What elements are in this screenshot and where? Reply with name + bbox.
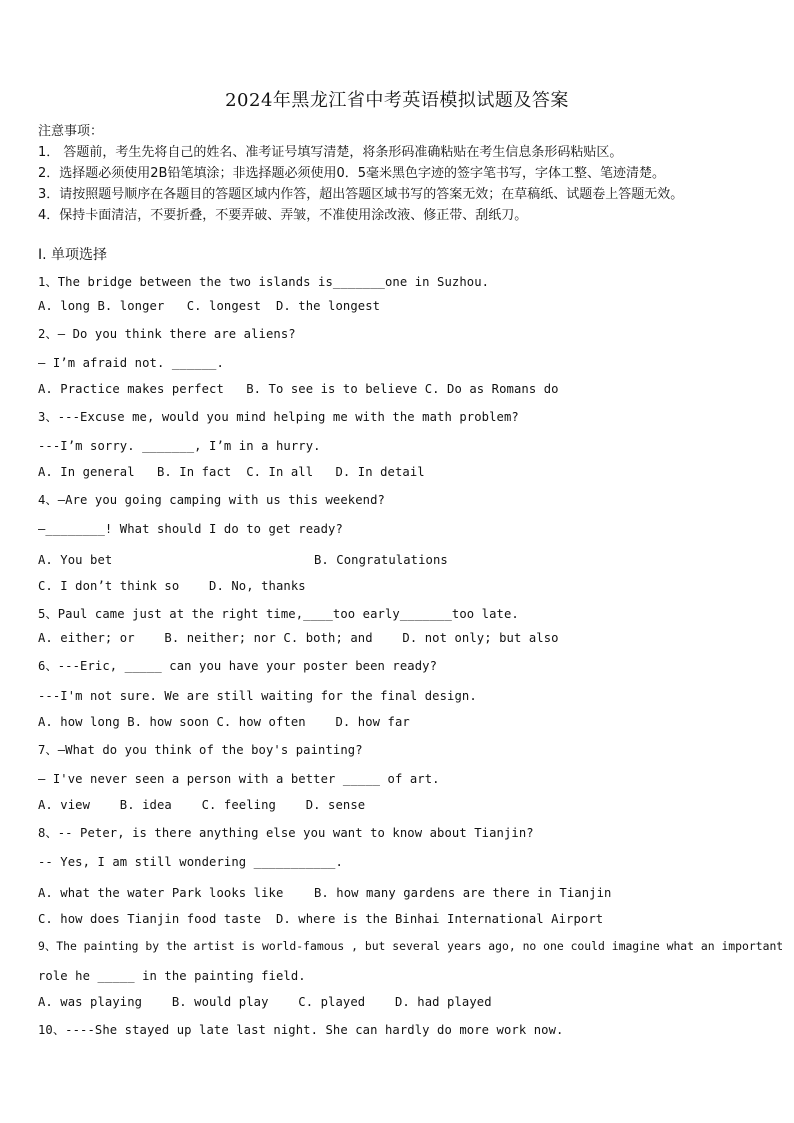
question-2: 2、— Do you think there are aliens? xyxy=(38,327,296,341)
option-4b: B. Congratulations xyxy=(314,553,448,567)
question-6: 6、---Eric, _____ can you have your poster been ready? xyxy=(38,659,438,673)
options-8cd: C. how does Tianjin food taste D. where is the Binhai International Airport xyxy=(38,912,604,926)
options-2: A. Practice makes perfect B. To see is to believe C. Do as Romans do xyxy=(38,382,559,396)
question-9: 9、The painting by the artist is world-famous , but several years ago, no one could imagine what an important xyxy=(38,939,784,953)
question-4-reply: —________! What should I do to get ready? xyxy=(38,522,343,536)
option-4a: A. You bet xyxy=(38,553,113,567)
options-7: A. view B. idea C. feeling D. sense xyxy=(38,798,366,812)
question-1: 1、The bridge between the two islands is_______one in Suzhou. xyxy=(38,275,490,289)
question-3-reply: ---I’m sorry. _______, I’m in a hurry. xyxy=(38,439,321,453)
options-9: A. was playing B. would play C. played D. had played xyxy=(38,995,492,1009)
question-5: 5、Paul came just at the right time,____too early_______too late. xyxy=(38,607,519,621)
options-5: A. either; or B. neither; nor C. both; and D. not only; but also xyxy=(38,631,559,645)
notes-heading: 注意事项： xyxy=(38,124,104,139)
note-item: 3．请按照题号顺序在各题目的答题区域内作答，超出答题区域书写的答案无效；在草稿纸、试题卷上答题无效。 xyxy=(38,187,684,202)
options-6: A. how long B. how soon C. how often D. how far xyxy=(38,715,410,729)
options-4cd: C. I don’t think so D. No, thanks xyxy=(38,579,306,593)
section-title: Ⅰ. 单项选择 xyxy=(38,247,108,263)
question-9-cont: role he _____ in the painting field. xyxy=(38,969,306,983)
note-item: 2．选择题必须使用2B铅笔填涂；非选择题必须使用0．5毫米黑色字迹的签字笔书写，字体工整、笔迹清楚。 xyxy=(38,166,666,181)
option-8b: B. how many gardens are there in Tianjin xyxy=(314,886,612,900)
question-8: 8、-- Peter, is there anything else you want to know about Tianjin? xyxy=(38,826,534,840)
page-title: 2024年黑龙江省中考英语模拟试题及答案 xyxy=(225,90,569,111)
question-7: 7、—What do you think of the boy's painting? xyxy=(38,743,363,757)
question-6-reply: ---I'm not sure. We are still waiting for the final design. xyxy=(38,689,477,703)
note-item: 4．保持卡面清洁，不要折叠，不要弄破、弄皱，不准使用涂改液、修正带、刮纸刀。 xyxy=(38,208,528,223)
note-item: 1． 答题前，考生先将自己的姓名、准考证号填写清楚，将条形码准确粘贴在考生信息条形码粘贴区。 xyxy=(38,145,623,160)
question-3: 3、---Excuse me, would you mind helping me with the math problem? xyxy=(38,410,519,424)
question-7-reply: — I've never seen a person with a better _____ of art. xyxy=(38,772,440,786)
question-10: 10、----She stayed up late last night. She can hardly do more work now. xyxy=(38,1023,564,1037)
options-1: A. long B. longer C. longest D. the longest xyxy=(38,299,381,313)
question-8-reply: -- Yes, I am still wondering ___________. xyxy=(38,855,343,869)
options-3: A. In general B. In fact C. In all D. In detail xyxy=(38,465,425,479)
question-2-reply: — I’m afraid not. ______. xyxy=(38,356,224,370)
option-8a: A. what the water Park looks like xyxy=(38,886,284,900)
question-4: 4、—Are you going camping with us this weekend? xyxy=(38,493,385,507)
